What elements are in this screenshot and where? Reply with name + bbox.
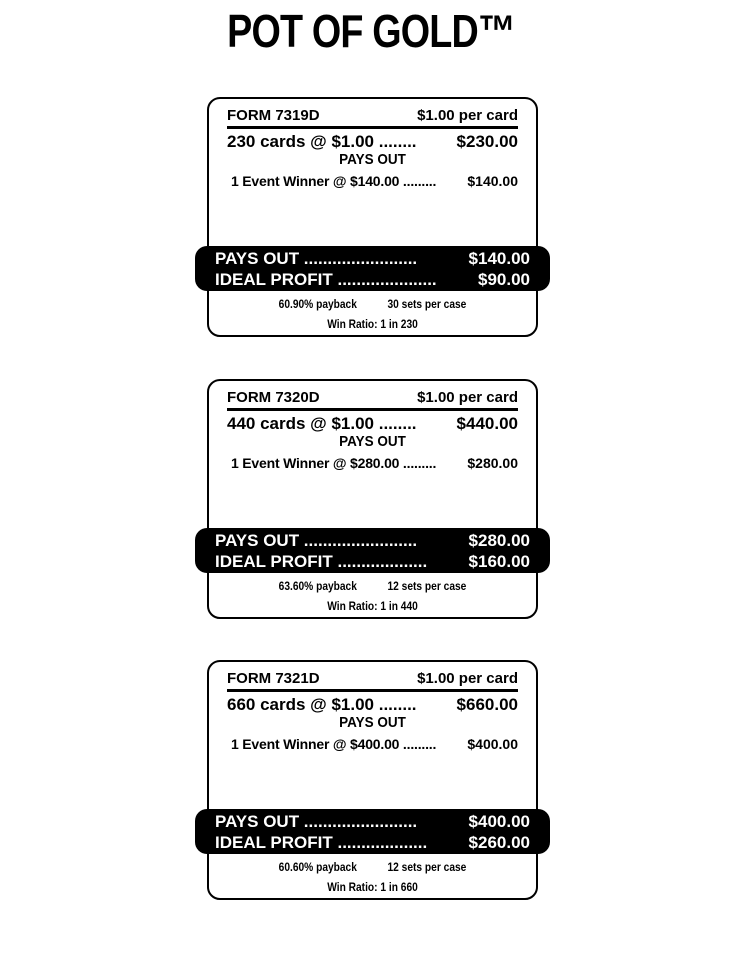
card-price: $1.00 per card (417, 669, 518, 687)
header-rule (227, 126, 518, 129)
form-card-7321d (207, 660, 538, 900)
pays-out-heading: PAYS OUT (339, 433, 406, 450)
pays-out-label: PAYS OUT ........................ (215, 248, 418, 268)
ideal-profit-row (195, 269, 550, 290)
winner-line (231, 736, 518, 752)
card-footer-stats (234, 860, 512, 874)
winner-label: 1 Event Winner @ $400.00 ......... (231, 736, 437, 752)
card-footer-stats (234, 579, 512, 593)
winner-line (231, 173, 518, 189)
pays-out-heading: PAYS OUT (339, 714, 406, 731)
ideal-profit-label: IDEAL PROFIT ................... (215, 832, 428, 852)
payback-text: 60.90% payback (278, 297, 357, 311)
winner-total: $140.00 (467, 173, 518, 189)
card-header (227, 386, 518, 408)
form-card-7319d (207, 97, 538, 337)
sets-per-case: 12 sets per case (387, 860, 467, 874)
ideal-profit-label: IDEAL PROFIT ..................... (215, 269, 437, 289)
summary-band (195, 528, 550, 573)
ideal-profit-row (195, 551, 550, 572)
ideal-profit-value: $160.00 (468, 551, 530, 571)
payback-text: 63.60% payback (278, 579, 357, 593)
ideal-profit-label: IDEAL PROFIT ................... (215, 551, 428, 571)
win-ratio: Win Ratio: 1 in 660 (327, 880, 418, 894)
cost-label: 440 cards @ $1.00 ........ (227, 414, 417, 433)
card-footer-stats (234, 297, 512, 311)
pays-out-heading: PAYS OUT (339, 151, 406, 168)
cost-label: 230 cards @ $1.00 ........ (227, 132, 417, 151)
page-title: POT OF GOLD™ (227, 5, 515, 57)
cost-total: $660.00 (456, 695, 518, 714)
win-ratio: Win Ratio: 1 in 440 (327, 599, 418, 613)
header-rule (227, 408, 518, 411)
pays-out-row (195, 530, 550, 551)
winner-line (231, 455, 518, 471)
pays-out-label: PAYS OUT ........................ (215, 530, 418, 550)
form-number: FORM 7321D (227, 669, 320, 687)
summary-band (195, 246, 550, 291)
pays-out-value: $140.00 (468, 248, 530, 268)
cost-total: $440.00 (456, 414, 518, 433)
cost-total: $230.00 (456, 132, 518, 151)
sets-per-case: 12 sets per case (387, 579, 467, 593)
pays-out-row (195, 248, 550, 269)
winner-label: 1 Event Winner @ $280.00 ......... (231, 455, 437, 471)
ideal-profit-value: $90.00 (478, 269, 530, 289)
payback-text: 60.60% payback (278, 860, 357, 874)
ideal-profit-row (195, 832, 550, 853)
winner-total: $400.00 (467, 736, 518, 752)
form-card-7320d (207, 379, 538, 619)
cost-label: 660 cards @ $1.00 ........ (227, 695, 417, 714)
card-price: $1.00 per card (417, 106, 518, 124)
summary-band (195, 809, 550, 854)
ideal-profit-value: $260.00 (468, 832, 530, 852)
win-ratio: Win Ratio: 1 in 230 (327, 317, 418, 331)
winner-label: 1 Event Winner @ $140.00 ......... (231, 173, 437, 189)
card-header (227, 667, 518, 689)
sets-per-case: 30 sets per case (387, 297, 467, 311)
winner-total: $280.00 (467, 455, 518, 471)
card-price: $1.00 per card (417, 388, 518, 406)
form-number: FORM 7319D (227, 106, 320, 124)
pays-out-value: $400.00 (468, 811, 530, 831)
pays-out-value: $280.00 (468, 530, 530, 550)
pays-out-row (195, 811, 550, 832)
pays-out-label: PAYS OUT ........................ (215, 811, 418, 831)
card-header (227, 104, 518, 126)
header-rule (227, 689, 518, 692)
form-number: FORM 7320D (227, 388, 320, 406)
